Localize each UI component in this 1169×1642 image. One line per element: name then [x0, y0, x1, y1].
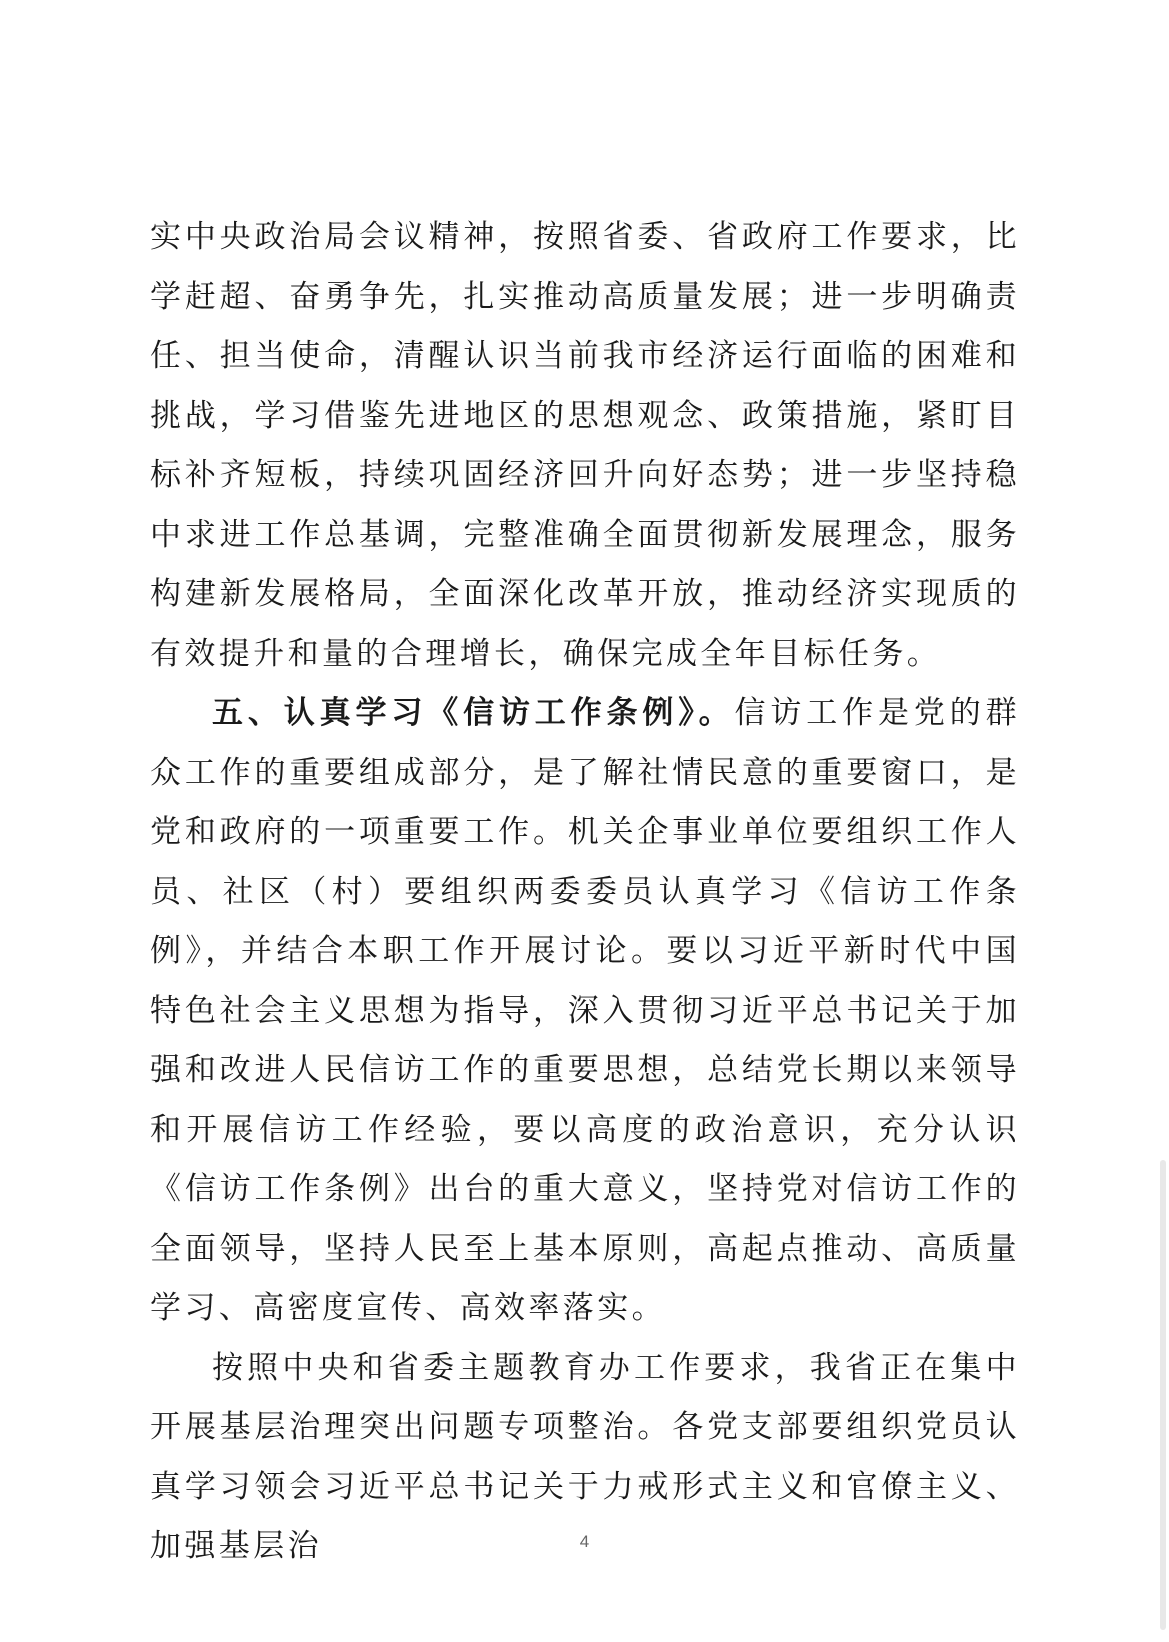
- document-body: [150, 208, 1020, 1577]
- section-heading: 五、认真学习《信访工作条例》。: [212, 695, 735, 731]
- scrollbar[interactable]: [1160, 1160, 1166, 1630]
- paragraph-text: 信访工作是党的群众工作的重要组成部分，是了解社情民意的重要窗口，是党和政府的一项重要工作。机关企事业单位要组织工作人员、社区（村）要组织两委委员认真学习《信访工作条例》，并结合本职工作开展讨论。要以习近平新时代中国特色社会主义思想为指导，深入贯彻习近平总书记关于加强和改进人民信访工作的重要思想，总结党长期以来领导和开展信访工作经验，要以高度的政治意识，充分认识《信访工作条例》出台的重大意义，坚持党对信访工作的全面领导，坚持人民至上基本原则，高起点推动、高质量学习、高密度宣传、高效率落实。: [150, 695, 1021, 1326]
- paragraph-section-five: [150, 684, 1020, 1339]
- page-number: 4: [579, 1532, 590, 1551]
- paragraph-continuation: [150, 208, 1020, 684]
- paragraph-text: 实中央政治局会议精神，按照省委、省政府工作要求，比学赶超、奋勇争先，扎实推动高质量发展；进一步明确责任、担当使命，清醒认识当前我市经济运行面临的困难和挑战，学习借鉴先进地区的思想观念、政策措施，紧盯目标补齐短板，持续巩固经济回升向好态势；进一步坚持稳中求进工作总基调，完整准确全面贯彻新发展理念，服务构建新发展格局，全面深化改革开放，推动经济实现质的有效提升和量的合理增长，确保完成全年目标任务。: [150, 219, 1020, 672]
- paragraph-text: 按照中央和省委主题教育办工作要求，我省正在集中开展基层治理突出问题专项整治。各党支部要组织党员认真学习领会习近平总书记关于力戒形式主义和官僚主义、加强基层治: [150, 1349, 1020, 1564]
